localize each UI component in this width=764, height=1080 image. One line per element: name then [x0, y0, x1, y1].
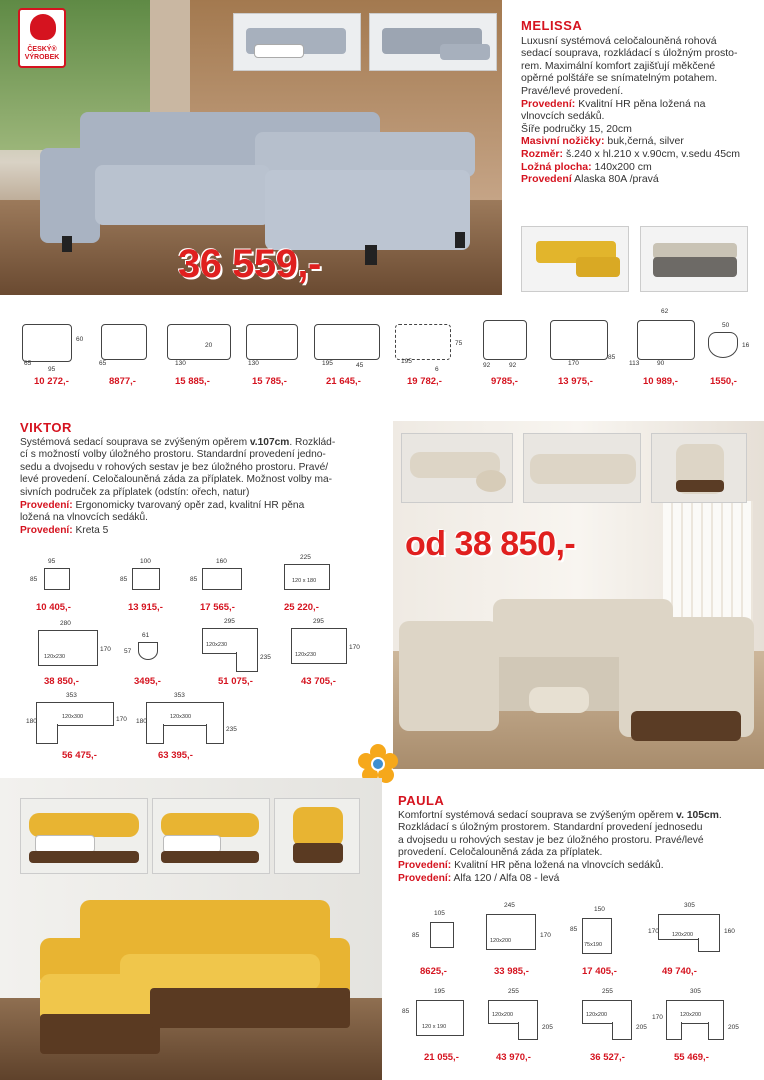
- viktor-title: VIKTOR: [20, 420, 72, 435]
- dim-label: 62: [661, 308, 669, 315]
- melissa-description: [521, 20, 761, 186]
- viktor-price: od 38 850,-: [405, 525, 576, 563]
- desc-line: sivních područek za příplatek (odstín: ořech, natur): [20, 486, 250, 498]
- spec-label: Ložná plocha:: [521, 160, 592, 173]
- piece-price: 21 645,-: [326, 376, 361, 387]
- melissa-piece: [477, 316, 539, 386]
- dim-label: 170: [568, 360, 579, 367]
- piece-price: 13 975,-: [558, 376, 593, 387]
- spec-line: Provedení: Alfa 120 / Alfa 08 - levá: [398, 872, 560, 884]
- diagram-price: 8625,-: [420, 966, 447, 977]
- spec-line: [521, 148, 761, 161]
- viktor-diagram: 353 180 170 120x300 56 475,-: [26, 692, 127, 761]
- cesky-vyrobek-logo: [18, 8, 66, 68]
- dim-label: 45: [356, 362, 364, 369]
- viktor-diagram: 280 170 120x230 38 850,-: [30, 618, 120, 690]
- desc-line: cí s možností volby úložného prostoru. Standardní provedení jedno-: [20, 449, 326, 461]
- desc-line: opěrné polštáře se snímatelným potahem.: [521, 72, 718, 85]
- dim-label: 130: [175, 360, 186, 367]
- paula-diagram: 305 170 160 120x200 49 740,-: [648, 902, 735, 977]
- paula-thumb-bed: [20, 798, 148, 874]
- melissa-photo: [0, 0, 502, 295]
- dim-label: 16: [742, 342, 750, 349]
- melissa-piece: [20, 316, 90, 386]
- paula-diagram: 305 170 205 120x200 55 469,-: [652, 988, 739, 1063]
- desc-line: Pravé/levé provedení.: [521, 84, 624, 97]
- sofa-chaise: [265, 170, 470, 250]
- diagram-price: 13 915,-: [128, 602, 163, 613]
- dim-label: 130: [248, 360, 259, 367]
- viktor-diagram: 295 170 120x230 43 705,-: [285, 616, 365, 690]
- diagram-price: 36 527,-: [590, 1052, 625, 1063]
- piece-price: 19 782,-: [407, 376, 442, 387]
- spec-value: š.240 x hl.210 x v.90cm, v.sedu 45cm: [565, 147, 741, 160]
- viktor-diagram: 100 85 13 915,-: [120, 558, 163, 613]
- piece-price: 9785,-: [491, 376, 518, 387]
- dim-label: 65: [24, 360, 32, 367]
- diagram-price: 43 970,-: [496, 1052, 531, 1063]
- dim-label: 92: [509, 362, 517, 369]
- paula-diagram: 150 85 75x190 17 405,-: [570, 906, 617, 977]
- viktor-thumb-corner: [523, 433, 641, 503]
- spec-line: Provedení: Ergonomicky tvarovaný opěr zad, kvalitní HR pěna: [20, 499, 305, 511]
- spec-value: Šíře područky 15, 20cm: [521, 122, 632, 135]
- sofa-leg: [62, 236, 72, 252]
- desc-line: Komfortní systémová sedací souprava se zvýšeným opěrem v. 105cm.: [398, 809, 722, 821]
- melissa-piece: [165, 316, 235, 386]
- dim-label: 195: [322, 360, 333, 367]
- desc-line: provedení. Celočalouněná záda za příplatek.: [398, 847, 603, 859]
- piece-price: 10 989,-: [643, 376, 678, 387]
- melissa-piece: [702, 320, 756, 386]
- diagram-price: 43 705,-: [301, 676, 336, 687]
- spec-value: buk,černá, silver: [607, 135, 684, 148]
- spec-line: [521, 173, 761, 186]
- melissa-piece: [97, 316, 157, 386]
- melissa-yellow-photo: [521, 226, 629, 292]
- desc-line: a dvojsedu u rohových sestav je bez úložného prostoru. Pravé/levé: [398, 834, 704, 846]
- dim-label: 113: [629, 360, 640, 367]
- spec-line: Provedení: Kvalitní HR pěna ložená na vlnovcích sedáků.: [398, 859, 664, 871]
- melissa-piece: [548, 316, 620, 386]
- piece-price: 10 272,-: [34, 376, 69, 387]
- sofa-leg: [365, 245, 377, 265]
- dim-label: 90: [657, 360, 665, 367]
- paula-diagram: 245 170 120x200 33 985,-: [482, 900, 562, 976]
- diagram-price: 10 405,-: [36, 602, 71, 613]
- paula-title: PAULA: [398, 793, 445, 808]
- viktor-description: [20, 422, 392, 537]
- viktor-diagram: 95 85 10 405,-: [30, 558, 71, 613]
- piece-price: 8877,-: [109, 376, 136, 387]
- diagram-price: 25 220,-: [284, 602, 319, 613]
- lion-icon: [30, 14, 56, 40]
- melissa-thumb-corner: [369, 13, 497, 71]
- paula-diagram: 105 85 8625,-: [408, 906, 472, 976]
- spec-line: [521, 161, 761, 174]
- spec-value: Kvalitní HR pěna ložená na: [578, 97, 706, 110]
- viktor-thumb-armchair: [651, 433, 747, 503]
- dim-label: 20: [205, 342, 213, 349]
- dim-label: 65: [99, 360, 107, 367]
- melissa-piece: [242, 316, 302, 386]
- viktor-footrest: [529, 687, 589, 713]
- piece-price: 1550,-: [710, 376, 737, 387]
- sofa-arm: [40, 148, 100, 243]
- diagram-price: 3495,-: [134, 676, 161, 687]
- melissa-piece: [627, 306, 699, 386]
- spec-label: Provedení: [521, 173, 572, 186]
- viktor-diagram: 160 85 17 565,-: [190, 556, 260, 616]
- spec-value: vlnovcích sedáků.: [521, 110, 605, 123]
- desc-line: sedu a dvojsedu v rohových sestav je bez úložného prostoru. Pravé/: [20, 461, 329, 473]
- melissa-piece: [312, 316, 384, 386]
- viktor-diagram: 353 180 235 120x300 63 395,-: [136, 692, 237, 761]
- diagram-price: 33 985,-: [494, 966, 529, 977]
- dim-label: 75: [455, 340, 463, 347]
- spec-line: [521, 123, 761, 136]
- melissa-price: 36 559,-: [178, 242, 321, 286]
- diagram-price: 51 075,-: [218, 676, 253, 687]
- viktor-armchair-base: [631, 711, 741, 741]
- viktor-diagram: 295 235 120x230 51 075,-: [196, 616, 276, 690]
- dim-label: 85: [608, 354, 616, 361]
- diagram-price: 56 475,-: [62, 750, 97, 761]
- diagram-price: 38 850,-: [44, 676, 79, 687]
- diagram-price: 21 055,-: [424, 1052, 459, 1063]
- diagram-price: 17 565,-: [200, 602, 235, 613]
- dim-label: 92: [483, 362, 491, 369]
- spec-label: Masivní nožičky:: [521, 135, 605, 148]
- melissa-thumb-bed: [233, 13, 361, 71]
- desc-line: sedací souprava, rozkládací s úložným prosto-: [521, 47, 738, 60]
- piece-price: 15 785,-: [252, 376, 287, 387]
- paula-sofa-base: [150, 988, 350, 1028]
- dim-label: 50: [722, 322, 730, 329]
- paula-thumb-armchair: [274, 798, 360, 874]
- sofa-seat: [95, 165, 270, 225]
- spec-line: [521, 110, 761, 123]
- paula-photo: [0, 778, 382, 1080]
- desc-line: Rozkládací s úložným prostorem. Standardní provedení jednosedu: [398, 822, 703, 834]
- dim-label: 195: [401, 358, 412, 365]
- spec-line: ložená na vlnovcích sedáků.: [20, 512, 148, 524]
- desc-line: levé provedení. Celočalouněná záda za příplatek. Možnost volby ma-: [20, 474, 333, 486]
- diagram-price: 63 395,-: [158, 750, 193, 761]
- paula-diagram: 195 85 120 x 190 21 055,-: [400, 986, 474, 1064]
- spec-line: Provedení: Kreta 5: [20, 524, 109, 536]
- paula-thumb-corner: [152, 798, 270, 874]
- sofa-leg: [455, 232, 465, 248]
- viktor-armchair-left: [399, 621, 499, 731]
- paula-diagram: 255 205 120x200 43 970,-: [482, 986, 572, 1064]
- diagram-price: 55 469,-: [674, 1052, 709, 1063]
- viktor-thumb-bed: [401, 433, 513, 503]
- spec-line: [521, 98, 761, 111]
- spec-label: Provedení:: [521, 97, 576, 110]
- melissa-grey-photo: [640, 226, 748, 292]
- desc-line: Luxusní systémová celočalouněná rohová: [521, 34, 717, 47]
- logo-text: ČESKÝ® VÝROBEK: [24, 46, 60, 61]
- viktor-diagram: 225 120 x 180 25 220,-: [272, 552, 342, 616]
- paula-sofa-base: [40, 1014, 160, 1054]
- desc-line: rem. Maximální komfort zajišťují měkčené: [521, 59, 716, 72]
- spec-line: [521, 135, 761, 148]
- viktor-photo: [393, 421, 764, 769]
- dim-label: 95: [48, 366, 56, 373]
- desc-line: Systémová sedací souprava se zvýšeným opěrem v.107cm. Rozklád-: [20, 436, 336, 448]
- spec-value: Alaska 80A /pravá: [574, 173, 659, 186]
- melissa-title: MELISSA: [521, 18, 583, 33]
- spec-value: 140x200 cm: [594, 160, 652, 173]
- paula-description: [398, 795, 760, 885]
- dim-label: 60: [76, 336, 84, 343]
- viktor-diagram: 61 57 3495,-: [124, 632, 161, 687]
- diagram-price: 49 740,-: [662, 966, 697, 977]
- piece-price: 15 885,-: [175, 376, 210, 387]
- dim-label: 6: [435, 366, 439, 373]
- melissa-piece: [393, 316, 467, 386]
- diagram-price: 17 405,-: [582, 966, 617, 977]
- spec-label: Rozměr:: [521, 147, 564, 160]
- paula-diagram: 255 205 120x200 36 527,-: [578, 986, 658, 1064]
